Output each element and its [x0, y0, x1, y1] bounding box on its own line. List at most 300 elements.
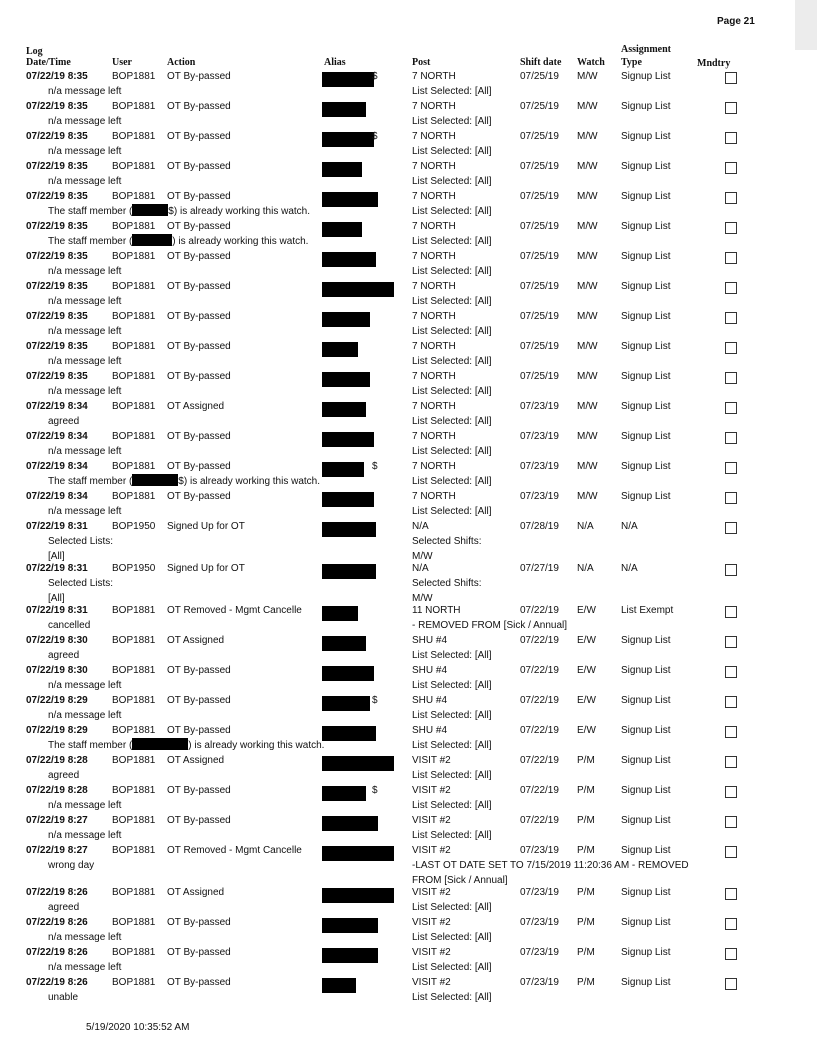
post-note-text: -LAST OT DATE SET TO 7/15/2019 11:20:36 AM - REMOVED	[412, 860, 689, 871]
entry-post: SHU #4	[412, 665, 448, 676]
note-text: [All]	[48, 593, 65, 604]
alias-redaction	[322, 312, 370, 327]
post-note	[412, 204, 491, 219]
mandatory-checkbox[interactable]	[725, 948, 737, 960]
alias-redaction	[322, 816, 378, 831]
entry-post: 7 NORTH	[412, 341, 456, 352]
mandatory-checkbox[interactable]	[725, 564, 737, 576]
entry-date-time: 07/22/19 8:29	[26, 695, 88, 706]
note-text: n/a message left	[48, 146, 122, 157]
header-assignment: Assignment	[621, 44, 672, 55]
entry-note	[48, 294, 121, 309]
note-text: Selected Lists:	[48, 536, 114, 547]
entry-action: OT By-passed	[167, 311, 231, 322]
mandatory-checkbox[interactable]	[725, 102, 737, 114]
entry-user: BOP1881	[112, 161, 156, 172]
alias-redaction	[322, 252, 376, 267]
note-text: agreed	[48, 770, 80, 781]
entry-watch: P/M	[577, 785, 595, 796]
entry-post: VISIT #2	[412, 917, 451, 928]
log-entry	[0, 399, 817, 429]
mandatory-checkbox[interactable]	[725, 132, 737, 144]
post-note-text: List Selected: [All]	[412, 86, 492, 97]
alias-dollar-sign: $	[372, 461, 378, 472]
alias-redaction	[322, 162, 362, 177]
post-note-text: List Selected: [All]	[412, 740, 492, 751]
entry-note	[48, 114, 121, 129]
entry-assignment-type: Signup List	[621, 695, 671, 706]
post-note	[412, 324, 491, 339]
entry-action: Signed Up for OT	[167, 563, 245, 574]
mandatory-checkbox[interactable]	[725, 372, 737, 384]
log-entry	[0, 339, 817, 369]
entry-assignment-type: Signup List	[621, 71, 671, 82]
entry-shift-date: 07/23/19	[520, 431, 559, 442]
alias-redaction	[322, 606, 358, 621]
log-entry	[0, 369, 817, 399]
entry-assignment-type: Signup List	[621, 191, 671, 202]
entry-post: 7 NORTH	[412, 221, 456, 232]
note-text: The staff member (	[48, 236, 133, 247]
note-text: The staff member (	[48, 476, 133, 487]
entry-user: BOP1950	[112, 521, 156, 532]
entry-user: BOP1881	[112, 605, 156, 616]
entry-assignment-type: Signup List	[621, 665, 671, 676]
entry-action: OT Removed - Mgmt Cancelle	[167, 845, 302, 856]
note-text: n/a message left	[48, 356, 122, 367]
entry-user: BOP1881	[112, 71, 156, 82]
entry-action: Signed Up for OT	[167, 521, 245, 532]
entry-assignment-type: Signup List	[621, 161, 671, 172]
alias-redaction	[322, 978, 356, 993]
alias-redaction	[322, 402, 366, 417]
entry-watch: P/M	[577, 887, 595, 898]
post-note	[412, 264, 491, 279]
entry-assignment-type: Signup List	[621, 101, 671, 112]
entry-note	[48, 930, 121, 945]
entry-shift-date: 07/25/19	[520, 71, 559, 82]
entry-watch: P/M	[577, 815, 595, 826]
entry-date-time: 07/22/19 8:35	[26, 281, 88, 292]
note-text: n/a message left	[48, 800, 122, 811]
log-entry	[0, 633, 817, 663]
entry-watch: E/W	[577, 695, 596, 706]
note-text: ) is already working this watch.	[172, 236, 309, 247]
log-entry	[0, 843, 817, 885]
post-note-text: List Selected: [All]	[412, 770, 492, 781]
note-text: n/a message left	[48, 830, 122, 841]
entry-user: BOP1881	[112, 371, 156, 382]
entry-watch: P/M	[577, 977, 595, 988]
entry-user: BOP1881	[112, 887, 156, 898]
alias-redaction	[322, 786, 366, 801]
entry-shift-date: 07/25/19	[520, 161, 559, 172]
entry-assignment-type: Signup List	[621, 281, 671, 292]
header-log: Log	[26, 46, 43, 57]
entry-note	[48, 504, 121, 519]
entry-watch: M/W	[577, 191, 598, 202]
entry-assignment-type: Signup List	[621, 785, 671, 796]
entry-watch: M/W	[577, 251, 598, 262]
entry-shift-date: 07/22/19	[520, 785, 559, 796]
log-entry	[0, 723, 817, 753]
post-note-text: List Selected: [All]	[412, 992, 492, 1003]
log-entry	[0, 975, 817, 1005]
entry-action: OT By-passed	[167, 917, 231, 928]
entry-watch: E/W	[577, 635, 596, 646]
entry-date-time: 07/22/19 8:30	[26, 635, 88, 646]
entry-assignment-type: Signup List	[621, 947, 671, 958]
post-note-text: List Selected: [All]	[412, 932, 492, 943]
mandatory-checkbox[interactable]	[725, 342, 737, 354]
mandatory-checkbox[interactable]	[725, 402, 737, 414]
note-text: wrong day	[48, 860, 95, 871]
post-note-text: List Selected: [All]	[412, 830, 492, 841]
post-note-text: List Selected: [All]	[412, 206, 492, 217]
entry-date-time: 07/22/19 8:35	[26, 161, 88, 172]
post-note	[412, 174, 491, 189]
entry-date-time: 07/22/19 8:34	[26, 491, 88, 502]
post-note-text: List Selected: [All]	[412, 446, 492, 457]
header-action: Action	[167, 57, 196, 68]
entry-post: 7 NORTH	[412, 311, 456, 322]
mandatory-checkbox[interactable]	[725, 462, 737, 474]
entry-action: OT By-passed	[167, 131, 231, 142]
post-note-text: List Selected: [All]	[412, 902, 492, 913]
entry-watch: N/A	[577, 521, 594, 532]
entry-shift-date: 07/25/19	[520, 221, 559, 232]
entry-user: BOP1881	[112, 131, 156, 142]
entry-user: BOP1881	[112, 251, 156, 262]
note-text: Selected Lists:	[48, 578, 114, 589]
post-note	[412, 576, 481, 606]
alias-redaction	[322, 888, 394, 903]
post-note	[412, 768, 491, 783]
entry-action: OT By-passed	[167, 785, 231, 796]
mandatory-checkbox[interactable]	[725, 846, 737, 858]
entry-date-time: 07/22/19 8:27	[26, 845, 88, 856]
alias-redaction	[322, 222, 362, 237]
entry-watch: M/W	[577, 71, 598, 82]
entry-post: SHU #4	[412, 725, 448, 736]
entry-post: 7 NORTH	[412, 431, 456, 442]
header-shift-date: Shift date	[520, 57, 562, 68]
entry-assignment-type: Signup List	[621, 887, 671, 898]
alias-redaction	[322, 636, 366, 651]
post-note	[412, 990, 491, 1005]
mandatory-checkbox[interactable]	[725, 696, 737, 708]
log-entry	[0, 561, 817, 603]
entry-user: BOP1881	[112, 341, 156, 352]
alias-dollar-sign: $	[372, 695, 378, 706]
entry-assignment-type: Signup List	[621, 815, 671, 826]
entry-note	[48, 174, 121, 189]
entry-note	[48, 354, 121, 369]
entry-shift-date: 07/27/19	[520, 563, 559, 574]
mandatory-checkbox[interactable]	[725, 636, 737, 648]
header-alias: Alias	[324, 57, 346, 68]
note-text: agreed	[48, 902, 80, 913]
entry-watch: P/M	[577, 845, 595, 856]
note-text: n/a message left	[48, 296, 122, 307]
entry-action: OT By-passed	[167, 281, 231, 292]
post-note-text: List Selected: [All]	[412, 800, 492, 811]
alias-redaction	[322, 696, 370, 711]
post-note-text: M/W	[412, 551, 433, 562]
entry-watch: M/W	[577, 161, 598, 172]
mandatory-checkbox[interactable]	[725, 816, 737, 828]
entry-assignment-type: N/A	[621, 563, 638, 574]
entry-user: BOP1881	[112, 785, 156, 796]
log-entry	[0, 159, 817, 189]
entry-date-time: 07/22/19 8:28	[26, 785, 88, 796]
mandatory-checkbox[interactable]	[725, 72, 737, 84]
entry-shift-date: 07/25/19	[520, 251, 559, 262]
log-entry	[0, 309, 817, 339]
log-entry	[0, 783, 817, 813]
entry-action: OT By-passed	[167, 695, 231, 706]
entry-watch: M/W	[577, 341, 598, 352]
entry-shift-date: 07/28/19	[520, 521, 559, 532]
entry-post: 7 NORTH	[412, 191, 456, 202]
post-note-text: List Selected: [All]	[412, 146, 492, 157]
entry-shift-date: 07/25/19	[520, 131, 559, 142]
note-text: n/a message left	[48, 116, 122, 127]
entry-user: BOP1881	[112, 665, 156, 676]
mandatory-checkbox[interactable]	[725, 162, 737, 174]
entry-watch: M/W	[577, 131, 598, 142]
entry-note	[48, 738, 324, 753]
entry-user: BOP1950	[112, 563, 156, 574]
entry-assignment-type: Signup List	[621, 341, 671, 352]
alias-dollar-sign: $	[372, 71, 378, 82]
entry-action: OT By-passed	[167, 101, 231, 112]
note-text: n/a message left	[48, 176, 122, 187]
mandatory-checkbox[interactable]	[725, 192, 737, 204]
entry-user: BOP1881	[112, 461, 156, 472]
entry-action: OT By-passed	[167, 221, 231, 232]
note-text: The staff member (	[48, 740, 133, 751]
entry-action: OT By-passed	[167, 725, 231, 736]
entry-action: OT By-passed	[167, 977, 231, 988]
post-note-text: FROM [Sick / Annual]	[412, 875, 508, 886]
note-text: cancelled	[48, 620, 91, 631]
entry-post: 7 NORTH	[412, 251, 456, 262]
entry-user: BOP1881	[112, 977, 156, 988]
header-mndtry: Mndtry	[697, 58, 731, 69]
entry-note	[48, 648, 79, 663]
entry-user: BOP1881	[112, 101, 156, 112]
entry-action: OT Assigned	[167, 755, 225, 766]
mandatory-checkbox[interactable]	[725, 918, 737, 930]
entry-assignment-type: Signup List	[621, 401, 671, 412]
mandatory-checkbox[interactable]	[725, 492, 737, 504]
entry-post: 7 NORTH	[412, 71, 456, 82]
post-note	[412, 708, 491, 723]
entry-post: 7 NORTH	[412, 461, 456, 472]
mandatory-checkbox[interactable]	[725, 606, 737, 618]
entry-date-time: 07/22/19 8:31	[26, 521, 88, 532]
entry-date-time: 07/22/19 8:27	[26, 815, 88, 826]
mandatory-checkbox[interactable]	[725, 888, 737, 900]
post-note	[412, 84, 491, 99]
post-note-text: M/W	[412, 593, 433, 604]
entry-note	[48, 444, 121, 459]
post-note	[412, 858, 689, 888]
entry-date-time: 07/22/19 8:35	[26, 251, 88, 262]
staff-name-redaction	[132, 204, 168, 216]
post-note	[412, 648, 491, 663]
note-text: n/a message left	[48, 86, 122, 97]
entry-shift-date: 07/25/19	[520, 191, 559, 202]
entry-action: OT By-passed	[167, 461, 231, 472]
entry-watch: M/W	[577, 461, 598, 472]
entry-date-time: 07/22/19 8:35	[26, 191, 88, 202]
note-text: n/a message left	[48, 680, 122, 691]
mandatory-checkbox[interactable]	[725, 756, 737, 768]
entry-note	[48, 798, 121, 813]
entry-date-time: 07/22/19 8:35	[26, 71, 88, 82]
post-note-text: List Selected: [All]	[412, 266, 492, 277]
post-note	[412, 354, 491, 369]
log-entry	[0, 249, 817, 279]
entry-shift-date: 07/23/19	[520, 845, 559, 856]
post-note	[412, 738, 491, 753]
entry-action: OT Removed - Mgmt Cancelle	[167, 605, 302, 616]
alias-redaction	[322, 564, 376, 579]
mandatory-checkbox[interactable]	[725, 726, 737, 738]
mandatory-checkbox[interactable]	[725, 222, 737, 234]
entry-post: VISIT #2	[412, 815, 451, 826]
entry-shift-date: 07/23/19	[520, 461, 559, 472]
entry-watch: M/W	[577, 491, 598, 502]
entry-assignment-type: Signup List	[621, 845, 671, 856]
mandatory-checkbox[interactable]	[725, 312, 737, 324]
entry-watch: E/W	[577, 605, 596, 616]
alias-redaction	[322, 432, 374, 447]
post-note-text: List Selected: [All]	[412, 506, 492, 517]
entry-post: VISIT #2	[412, 977, 451, 988]
entry-watch: N/A	[577, 563, 594, 574]
entry-assignment-type: Signup List	[621, 131, 671, 142]
entry-date-time: 07/22/19 8:34	[26, 431, 88, 442]
alias-redaction	[322, 666, 374, 681]
entry-post: VISIT #2	[412, 947, 451, 958]
log-entry	[0, 189, 817, 219]
entry-assignment-type: Signup List	[621, 917, 671, 928]
alias-redaction	[322, 72, 374, 87]
mandatory-checkbox[interactable]	[725, 432, 737, 444]
mandatory-checkbox[interactable]	[725, 252, 737, 264]
entry-shift-date: 07/25/19	[520, 341, 559, 352]
alias-redaction	[322, 492, 374, 507]
log-entry	[0, 603, 817, 633]
entry-action: OT Assigned	[167, 887, 225, 898]
note-text: The staff member (	[48, 206, 133, 217]
entry-note	[48, 384, 121, 399]
entry-post: VISIT #2	[412, 845, 451, 856]
entry-note	[48, 858, 94, 873]
post-note	[412, 444, 491, 459]
post-note-text: List Selected: [All]	[412, 116, 492, 127]
entry-note	[48, 534, 113, 564]
post-note-text: List Selected: [All]	[412, 326, 492, 337]
entry-assignment-type: N/A	[621, 521, 638, 532]
entry-assignment-type: Signup List	[621, 251, 671, 262]
entry-user: BOP1881	[112, 401, 156, 412]
post-note-text: List Selected: [All]	[412, 176, 492, 187]
post-note	[412, 144, 491, 159]
entry-date-time: 07/22/19 8:35	[26, 311, 88, 322]
entry-date-time: 07/22/19 8:30	[26, 665, 88, 676]
note-text: ) is already working this watch.	[188, 740, 325, 751]
entry-note	[48, 576, 113, 606]
entry-shift-date: 07/22/19	[520, 755, 559, 766]
entry-note	[48, 84, 121, 99]
entry-note	[48, 144, 121, 159]
entry-assignment-type: Signup List	[621, 311, 671, 322]
entry-shift-date: 07/23/19	[520, 401, 559, 412]
post-note-text: List Selected: [All]	[412, 680, 492, 691]
footer-timestamp: 5/19/2020 10:35:52 AM	[86, 1022, 190, 1033]
entry-note	[48, 618, 90, 633]
entry-action: OT Assigned	[167, 635, 225, 646]
entry-watch: M/W	[577, 431, 598, 442]
log-entry	[0, 219, 817, 249]
note-text: n/a message left	[48, 962, 122, 973]
entry-post: 7 NORTH	[412, 101, 456, 112]
entry-shift-date: 07/23/19	[520, 491, 559, 502]
entry-watch: M/W	[577, 101, 598, 112]
entry-date-time: 07/22/19 8:28	[26, 755, 88, 766]
entry-date-time: 07/22/19 8:35	[26, 221, 88, 232]
entry-date-time: 07/22/19 8:31	[26, 605, 88, 616]
entry-user: BOP1881	[112, 635, 156, 646]
entry-assignment-type: Signup List	[621, 431, 671, 442]
entry-shift-date: 07/25/19	[520, 311, 559, 322]
entry-assignment-type: Signup List	[621, 725, 671, 736]
alias-redaction	[322, 282, 394, 297]
mandatory-checkbox[interactable]	[725, 666, 737, 678]
log-entry	[0, 279, 817, 309]
entry-date-time: 07/22/19 8:35	[26, 101, 88, 112]
entry-assignment-type: Signup List	[621, 977, 671, 988]
mandatory-checkbox[interactable]	[725, 522, 737, 534]
entry-shift-date: 07/22/19	[520, 605, 559, 616]
mandatory-checkbox[interactable]	[725, 978, 737, 990]
mandatory-checkbox[interactable]	[725, 282, 737, 294]
note-text: n/a message left	[48, 326, 122, 337]
entry-watch: E/W	[577, 725, 596, 736]
post-note-text: List Selected: [All]	[412, 476, 492, 487]
entry-note	[48, 900, 79, 915]
log-entry	[0, 99, 817, 129]
entry-note	[48, 474, 320, 489]
scan-corner-mark	[795, 0, 817, 50]
entry-watch: M/W	[577, 221, 598, 232]
mandatory-checkbox[interactable]	[725, 786, 737, 798]
entry-watch: P/M	[577, 917, 595, 928]
entry-date-time: 07/22/19 8:35	[26, 341, 88, 352]
entry-action: OT By-passed	[167, 191, 231, 202]
entry-assignment-type: Signup List	[621, 635, 671, 646]
entry-user: BOP1881	[112, 947, 156, 958]
post-note-text: List Selected: [All]	[412, 356, 492, 367]
entry-post: 7 NORTH	[412, 401, 456, 412]
entry-assignment-type: Signup List	[621, 461, 671, 472]
post-note	[412, 234, 491, 249]
post-note	[412, 900, 491, 915]
